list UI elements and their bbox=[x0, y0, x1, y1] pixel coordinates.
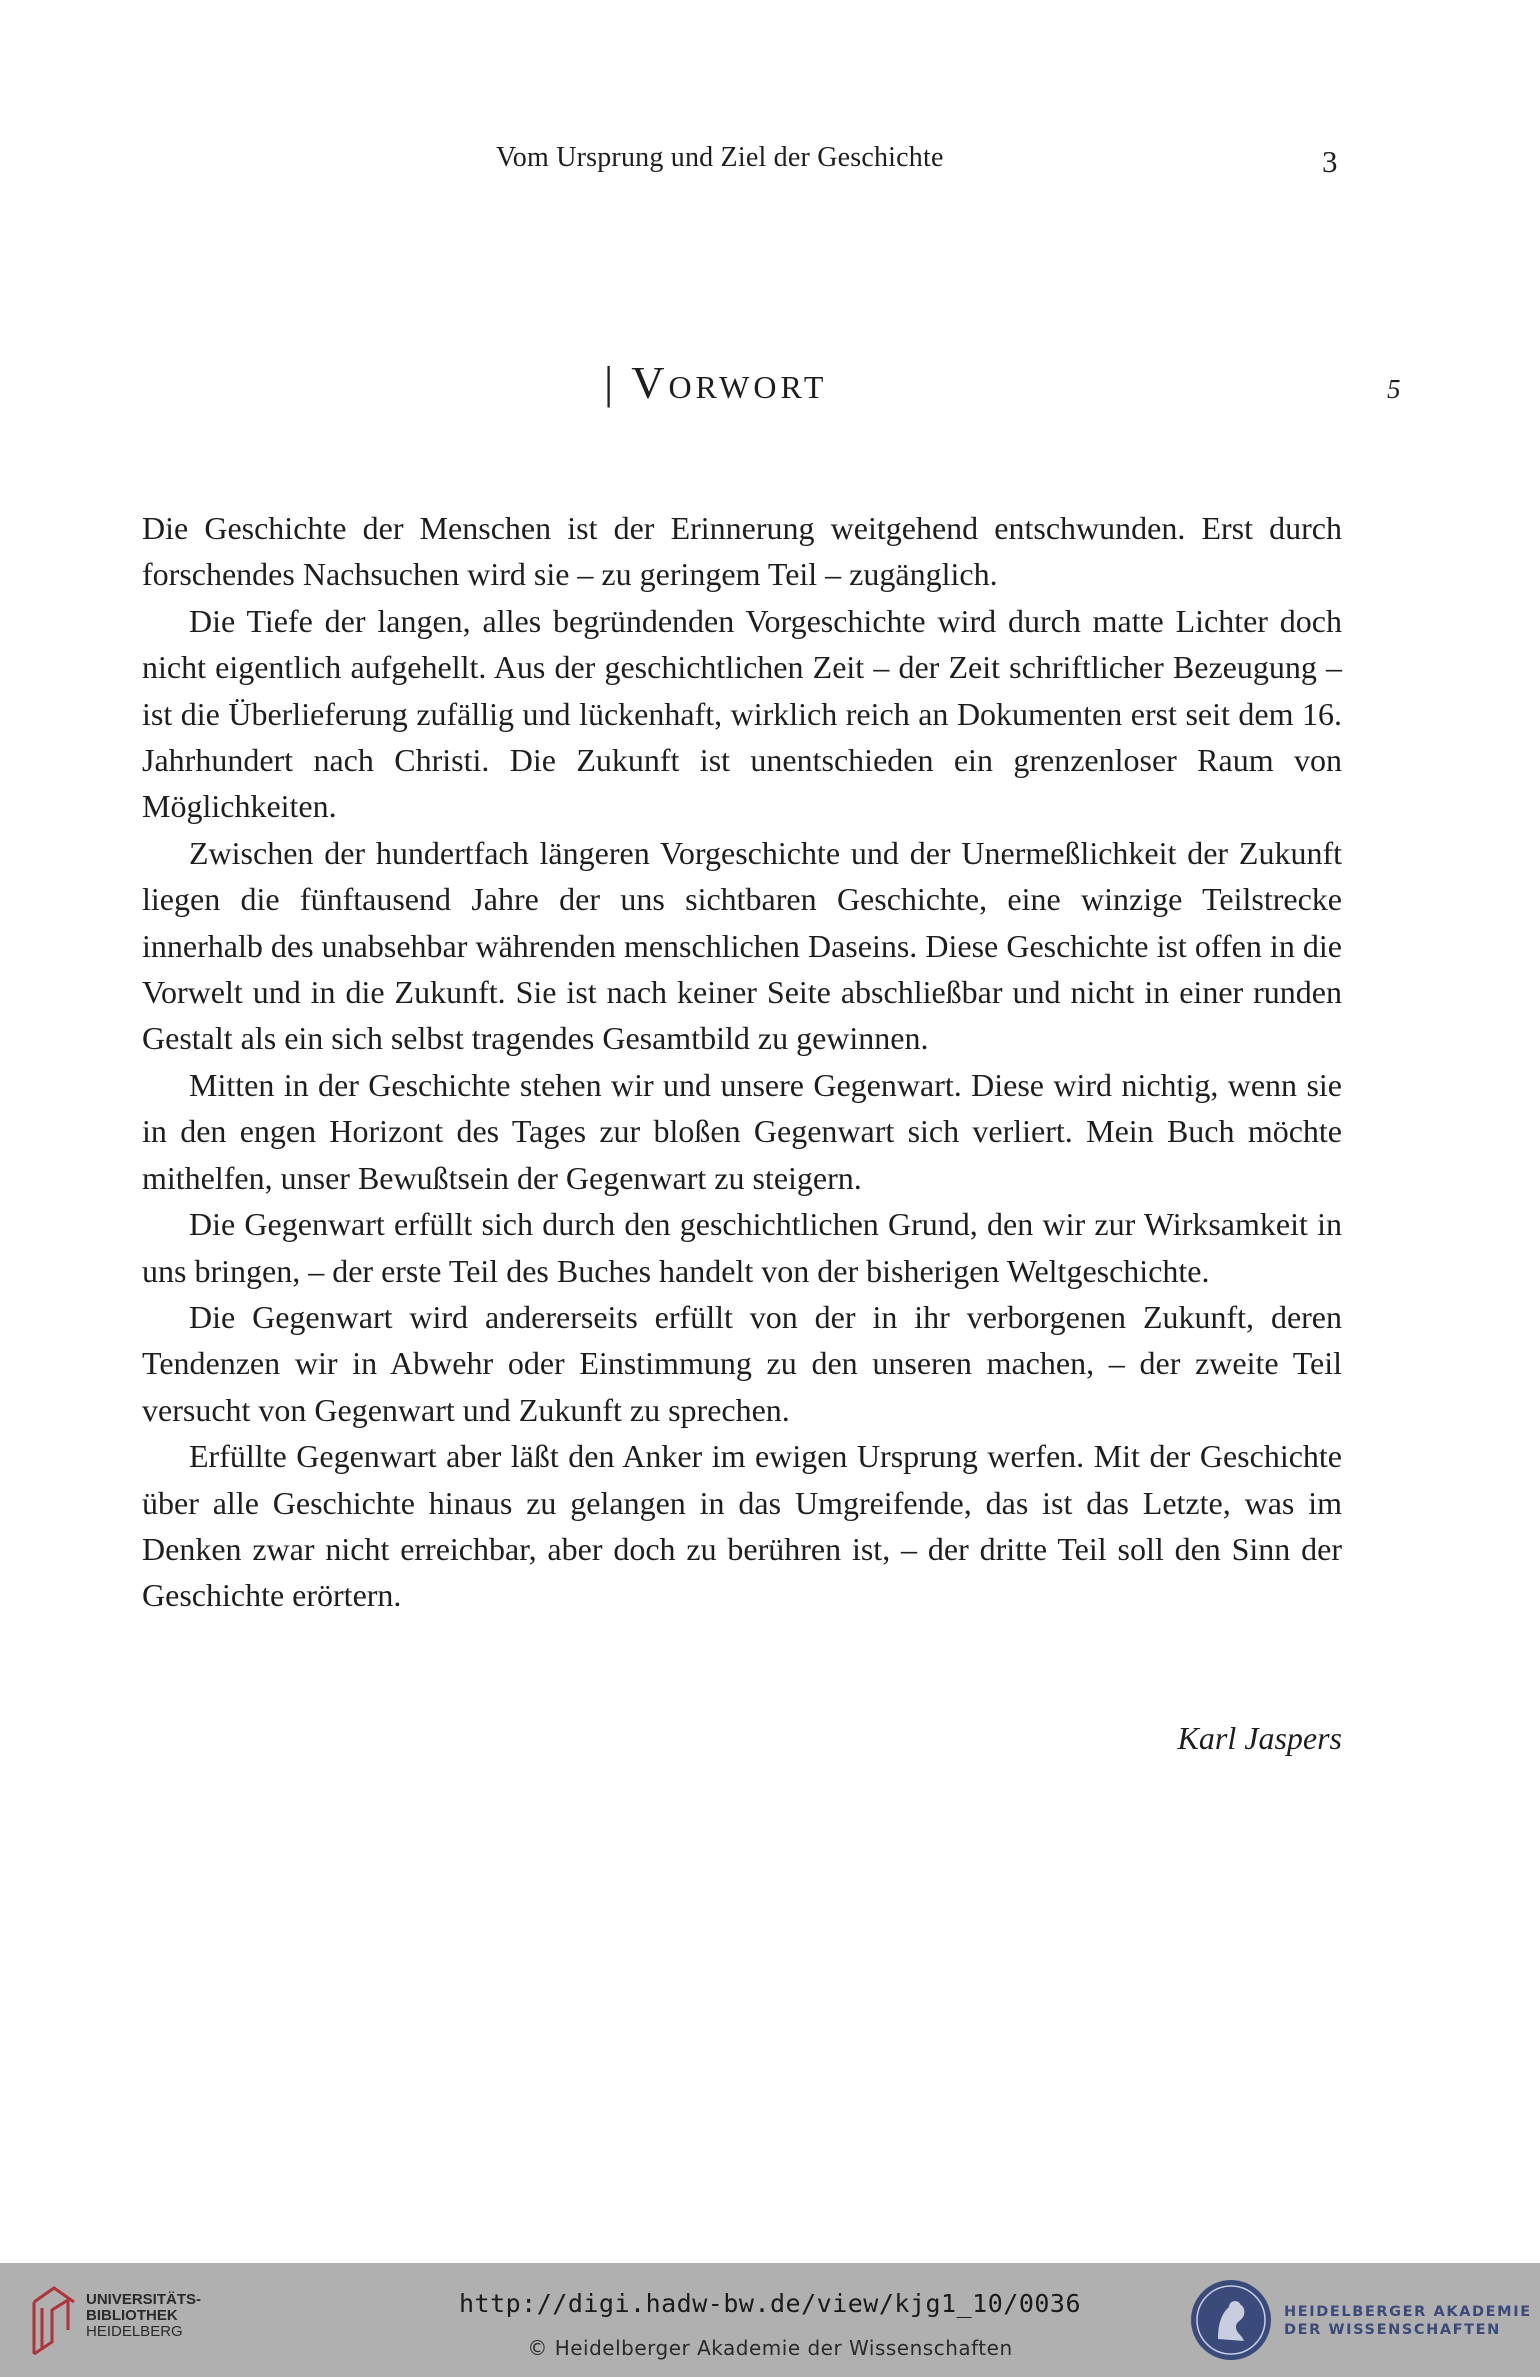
running-head bbox=[0, 142, 1540, 182]
paragraph: Erfüllte Gegenwart aber läßt den Anker im ewigen Ursprung werfen. Mit der Geschichte über alle Geschichte hinaus zu gelangen in das Umgreifende, das ist das Letzte, was im Denken zwar nicht erreichbar, aber doch zu berühren ist, – der dritte Teil soll den Sinn der Geschichte erörtern. bbox=[142, 1438, 1342, 1614]
paragraph: Die Geschichte der Menschen ist der Erinnerung weitgehend entschwunden. Erst durch forschendes Nachsuchen wird sie – zu geringem Teil – zugänglich. bbox=[142, 510, 1342, 593]
paragraph: Die Gegenwart wird andererseits erfüllt von der in ihr verborgenen Zukunft, deren Tendenzen wir in Abwehr oder Einstimmung zu den unseren machen, – der zweite Teil versucht von Gegenwart und Zukunft zu sprechen. bbox=[142, 1298, 1342, 1428]
paragraph: Mitten in der Geschichte stehen wir und unsere Gegenwart. Diese wird nichtig, wenn sie in den engen Horizont des Tages zur bloßen Gegenwart sich verliert. Mein Buch möchte mithelfen, unser Bewußtsein der Gegenwart zu steigern. bbox=[142, 1066, 1342, 1196]
logo-line: DER WISSENSCHAFTEN bbox=[1284, 2322, 1501, 2338]
chapter-title bbox=[604, 356, 827, 409]
copyright-notice: © Heidelberger Akademie der Wissenschaften bbox=[527, 2336, 1013, 2360]
margin-page-number: 5 bbox=[1387, 374, 1401, 404]
page-number: 3 bbox=[1322, 144, 1338, 179]
page-break-marker: | bbox=[604, 357, 618, 408]
paragraph: Die Gegenwart erfüllt sich durch den geschichtlichen Grund, den wir zur Wirksamkeit in uns bringen, – der erste Teil des Buches handelt von der bisherigen Weltgeschichte. bbox=[142, 1206, 1342, 1289]
author-signature: Karl Jaspers bbox=[1177, 1720, 1342, 1756]
paragraph: Zwischen der hundertfach längeren Vorgeschichte und der Unermeßlichkeit der Zukunft liegen die fünftausend Jahre der uns sichtbaren Geschichte, eine winzige Teilstrecke innerhalb des unabsehbar währenden menschlichen Daseins. Diese Geschichte ist offen in die Vorwelt und in die Zukunft. Sie ist nach keiner Seite abschließbar und nicht in einer runden Gestalt als ein sich selbst tragendes Gesamtbild zu gewinnen. bbox=[142, 834, 1342, 1057]
logo-line: UNIVERSITÄTS- bbox=[86, 2291, 202, 2308]
running-title: Vom Ursprung und Ziel der Geschichte bbox=[496, 142, 944, 173]
footer-bar bbox=[0, 2263, 1540, 2377]
academy-seal-icon bbox=[1188, 2277, 1274, 2363]
logo-line: HEIDELBERGER AKADEMIE bbox=[1284, 2304, 1532, 2320]
academy-logo[interactable] bbox=[1188, 2275, 1532, 2365]
logo-line: BIBLIOTHEK bbox=[86, 2307, 178, 2324]
body-text bbox=[142, 505, 1342, 1619]
logo-line: HEIDELBERG bbox=[86, 2323, 183, 2340]
academy-logo-text bbox=[1284, 2303, 1532, 2339]
source-url-link[interactable]: http://digi.hadw-bw.de/view/kjg1_10/0036 bbox=[458, 2289, 1082, 2318]
paragraph: Die Tiefe der langen, alles begründenden Vorgeschichte wird durch matte Lichter doch nicht eigentlich aufgehellt. Aus der geschichtlichen Zeit – der Zeit schriftlicher Bezeugung – ist die Überlieferung zufällig und lückenhaft, wirklich reich an Dokumenten erst seit dem 16. Jahrhundert nach Christi. Die Zukunft ist unentschieden ein grenzenloser Raum von Möglichkeiten. bbox=[142, 602, 1342, 825]
chapter-title-text: Vorwort bbox=[631, 357, 828, 408]
chapter-heading bbox=[0, 356, 1540, 416]
